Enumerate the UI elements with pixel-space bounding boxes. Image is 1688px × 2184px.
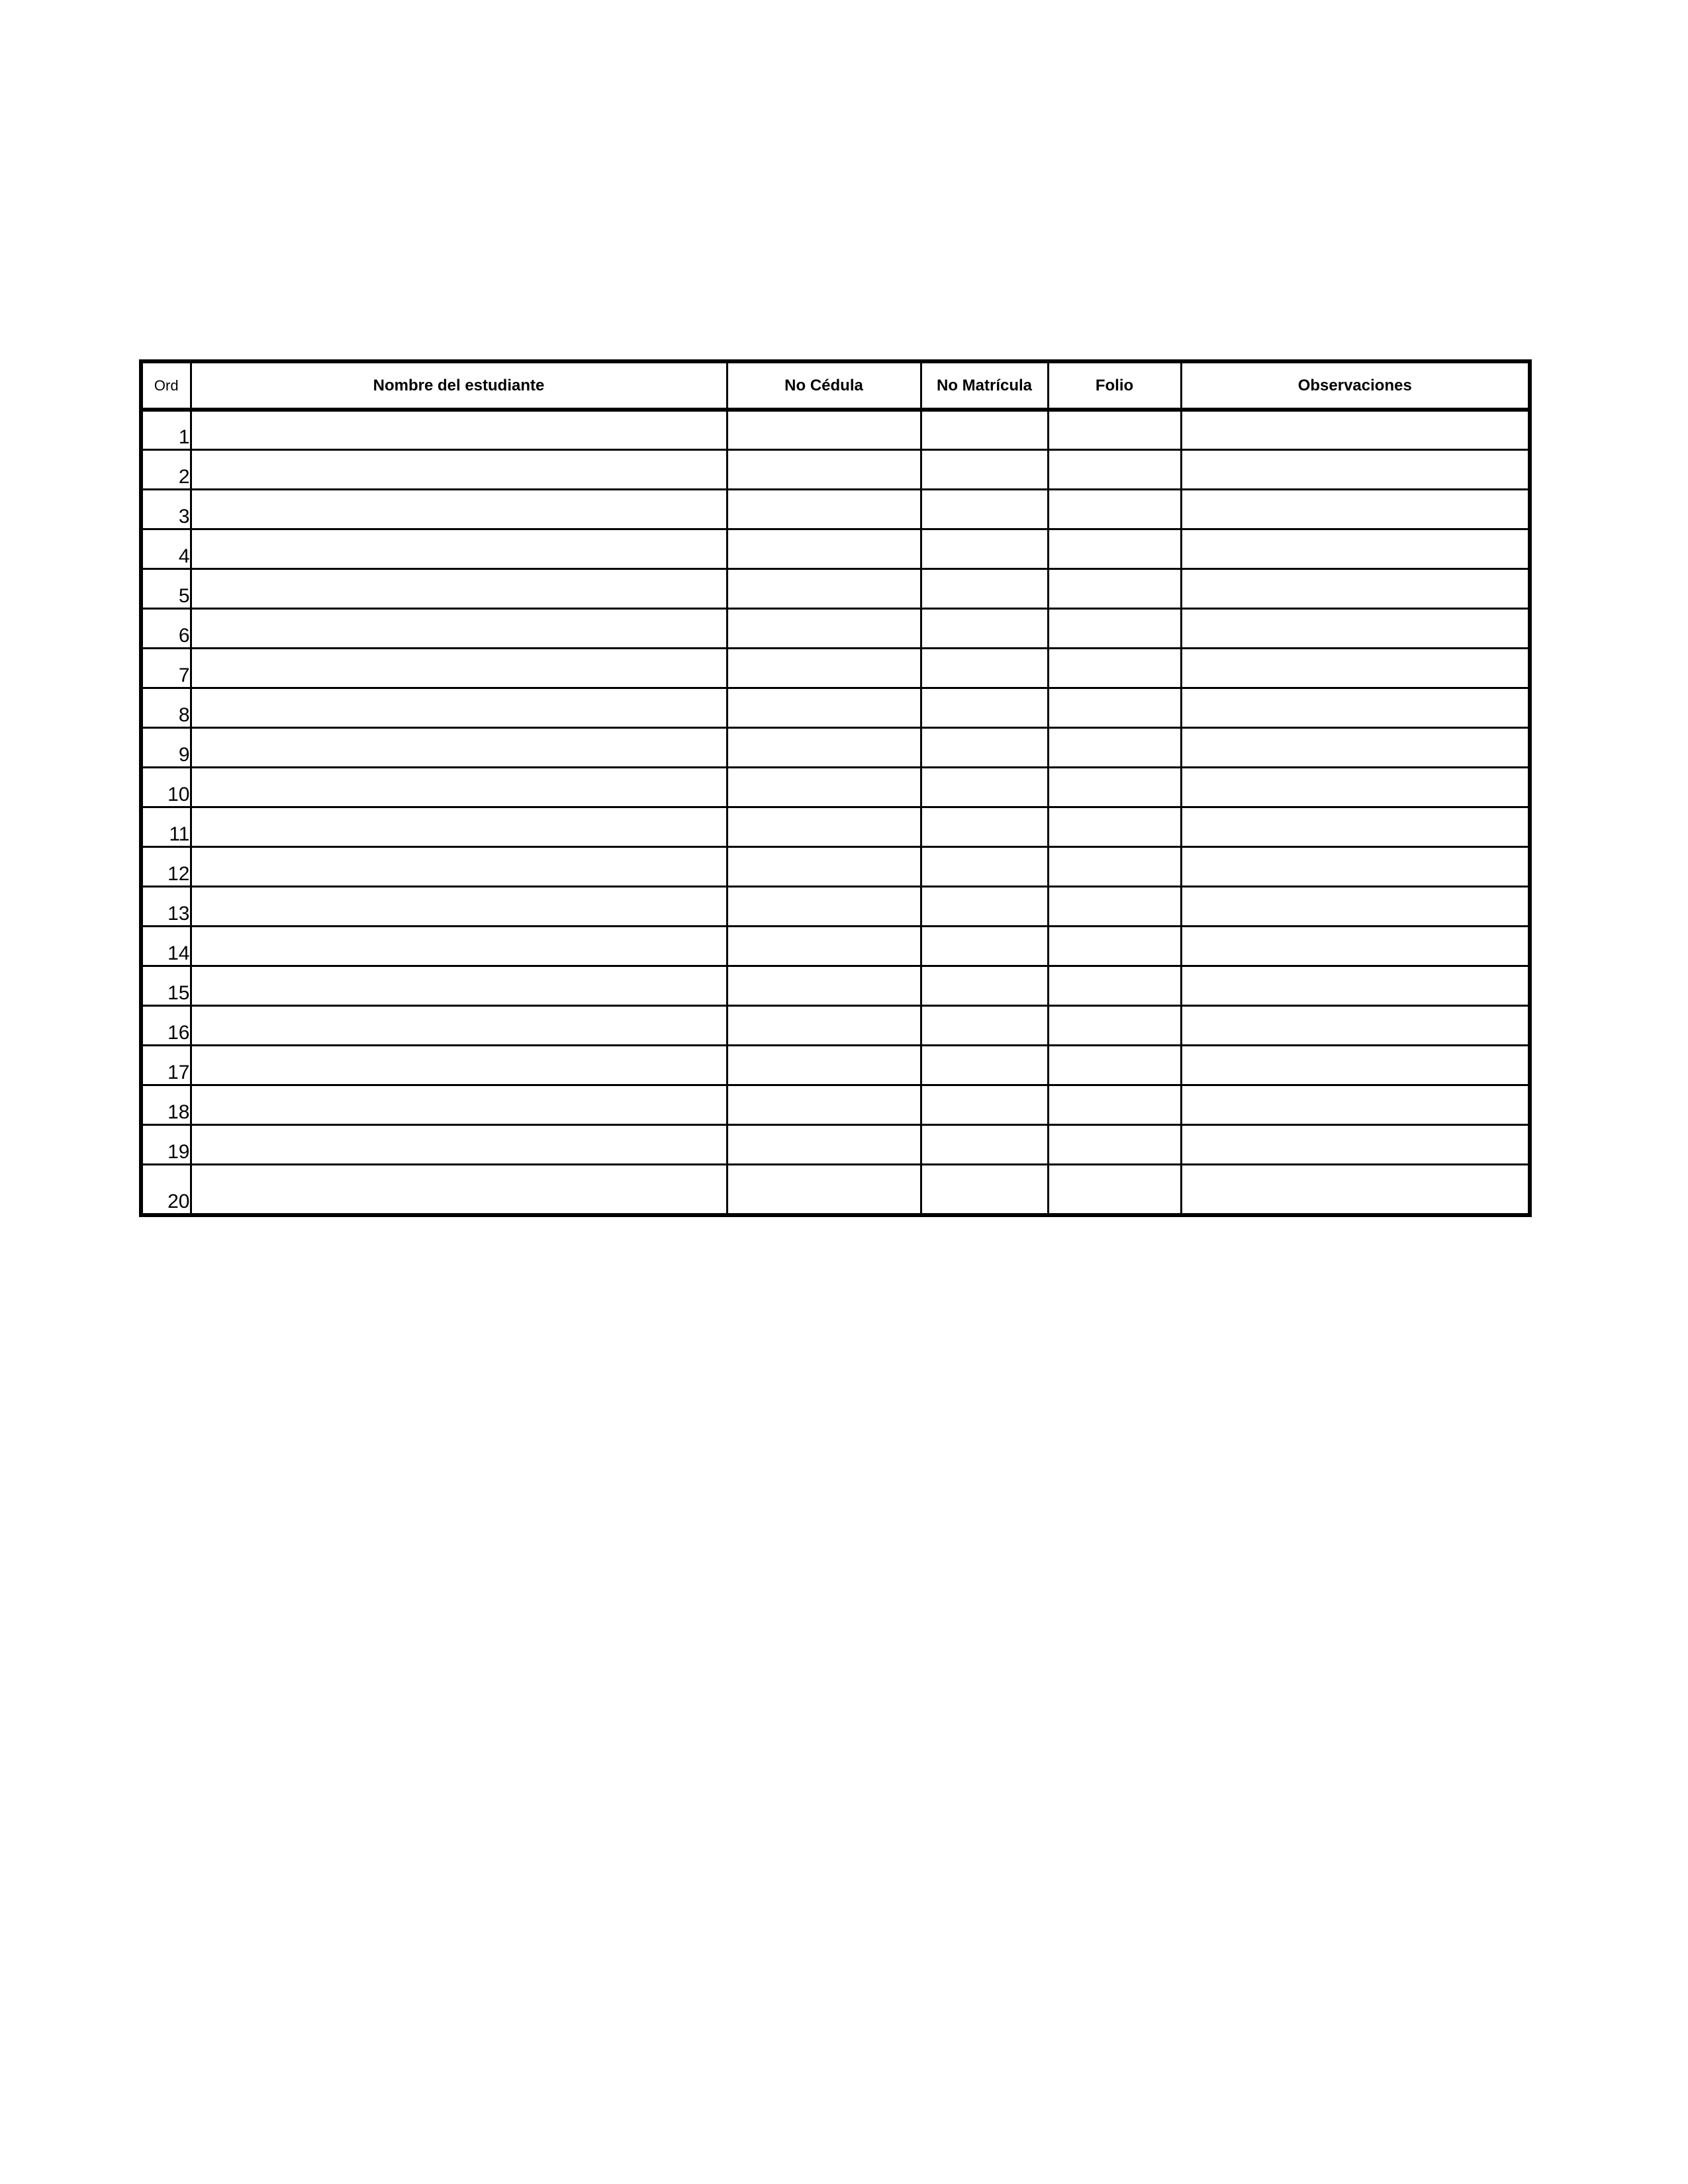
- observaciones-cell[interactable]: [1181, 886, 1528, 926]
- nombre-cell[interactable]: [191, 807, 727, 846]
- row-number: 13: [143, 886, 191, 926]
- cedula-cell[interactable]: [727, 1164, 921, 1213]
- row-number: 8: [143, 688, 191, 727]
- cedula-cell[interactable]: [727, 449, 921, 489]
- cedula-cell[interactable]: [727, 569, 921, 608]
- folio-cell[interactable]: [1048, 1005, 1181, 1045]
- header-observaciones: Observaciones: [1181, 363, 1528, 410]
- folio-cell[interactable]: [1048, 1124, 1181, 1164]
- matricula-cell[interactable]: [921, 767, 1048, 807]
- header-matricula: No Matrícula: [921, 363, 1048, 410]
- observaciones-cell[interactable]: [1181, 648, 1528, 688]
- observaciones-cell[interactable]: [1181, 529, 1528, 569]
- roster-body: [143, 410, 1528, 1213]
- table-row: [143, 846, 1528, 886]
- matricula-cell[interactable]: [921, 1164, 1048, 1213]
- cedula-cell[interactable]: [727, 767, 921, 807]
- nombre-cell[interactable]: [191, 886, 727, 926]
- folio-cell[interactable]: [1048, 1085, 1181, 1124]
- matricula-cell[interactable]: [921, 807, 1048, 846]
- observaciones-cell[interactable]: [1181, 926, 1528, 966]
- observaciones-cell[interactable]: [1181, 1164, 1528, 1213]
- folio-cell[interactable]: [1048, 1164, 1181, 1213]
- table-row: [143, 966, 1528, 1005]
- cedula-cell[interactable]: [727, 1085, 921, 1124]
- table-row: [143, 569, 1528, 608]
- cedula-cell[interactable]: [727, 529, 921, 569]
- cedula-cell[interactable]: [727, 966, 921, 1005]
- header-nombre: Nombre del estudiante: [191, 363, 727, 410]
- folio-cell[interactable]: [1048, 569, 1181, 608]
- nombre-cell[interactable]: [191, 688, 727, 727]
- observaciones-cell[interactable]: [1181, 608, 1528, 648]
- folio-cell[interactable]: [1048, 1045, 1181, 1085]
- nombre-cell[interactable]: [191, 1085, 727, 1124]
- header-cedula: No Cédula: [727, 363, 921, 410]
- header-folio: Folio: [1048, 363, 1181, 410]
- observaciones-cell[interactable]: [1181, 489, 1528, 529]
- observaciones-cell[interactable]: [1181, 966, 1528, 1005]
- nombre-cell[interactable]: [191, 1045, 727, 1085]
- nombre-cell[interactable]: [191, 569, 727, 608]
- row-number: 4: [143, 529, 191, 569]
- folio-cell[interactable]: [1048, 886, 1181, 926]
- matricula-cell[interactable]: [921, 449, 1048, 489]
- row-number: 20: [143, 1164, 191, 1213]
- row-number: 6: [143, 608, 191, 648]
- matricula-cell[interactable]: [921, 608, 1048, 648]
- observaciones-cell[interactable]: [1181, 807, 1528, 846]
- folio-cell[interactable]: [1048, 608, 1181, 648]
- nombre-cell[interactable]: [191, 410, 727, 449]
- row-number: 12: [143, 846, 191, 886]
- cedula-cell[interactable]: [727, 926, 921, 966]
- matricula-cell[interactable]: [921, 886, 1048, 926]
- matricula-cell[interactable]: [921, 1085, 1048, 1124]
- cedula-cell[interactable]: [727, 807, 921, 846]
- observaciones-cell[interactable]: [1181, 449, 1528, 489]
- header-ord: Ord: [143, 363, 191, 410]
- folio-cell[interactable]: [1048, 926, 1181, 966]
- table-row: [143, 926, 1528, 966]
- folio-cell[interactable]: [1048, 966, 1181, 1005]
- table-row: [143, 886, 1528, 926]
- matricula-cell[interactable]: [921, 569, 1048, 608]
- row-number: 7: [143, 648, 191, 688]
- nombre-cell[interactable]: [191, 648, 727, 688]
- nombre-cell[interactable]: [191, 727, 727, 767]
- table-row: [143, 767, 1528, 807]
- cedula-cell[interactable]: [727, 489, 921, 529]
- table-row: [143, 529, 1528, 569]
- folio-cell[interactable]: [1048, 529, 1181, 569]
- observaciones-cell[interactable]: [1181, 1124, 1528, 1164]
- table-row: [143, 410, 1528, 449]
- matricula-cell[interactable]: [921, 1005, 1048, 1045]
- cedula-cell[interactable]: [727, 410, 921, 449]
- observaciones-cell[interactable]: [1181, 1005, 1528, 1045]
- nombre-cell[interactable]: [191, 449, 727, 489]
- table-row: [143, 608, 1528, 648]
- table-row: [143, 648, 1528, 688]
- row-number: 5: [143, 569, 191, 608]
- folio-cell[interactable]: [1048, 807, 1181, 846]
- matricula-cell[interactable]: [921, 529, 1048, 569]
- observaciones-cell[interactable]: [1181, 767, 1528, 807]
- row-number: 19: [143, 1124, 191, 1164]
- matricula-cell[interactable]: [921, 1124, 1048, 1164]
- cedula-cell[interactable]: [727, 886, 921, 926]
- cedula-cell[interactable]: [727, 1124, 921, 1164]
- nombre-cell[interactable]: [191, 1164, 727, 1213]
- nombre-cell[interactable]: [191, 529, 727, 569]
- row-number: 10: [143, 767, 191, 807]
- cedula-cell[interactable]: [727, 1045, 921, 1085]
- folio-cell[interactable]: [1048, 449, 1181, 489]
- row-number: 9: [143, 727, 191, 767]
- matricula-cell[interactable]: [921, 966, 1048, 1005]
- student-roster-sheet: [139, 359, 1532, 1217]
- matricula-cell[interactable]: [921, 727, 1048, 767]
- observaciones-cell[interactable]: [1181, 410, 1528, 449]
- nombre-cell[interactable]: [191, 1005, 727, 1045]
- observaciones-cell[interactable]: [1181, 846, 1528, 886]
- observaciones-cell[interactable]: [1181, 1045, 1528, 1085]
- table-row: [143, 1005, 1528, 1045]
- cedula-cell[interactable]: [727, 1005, 921, 1045]
- observaciones-cell[interactable]: [1181, 727, 1528, 767]
- folio-cell[interactable]: [1048, 727, 1181, 767]
- matricula-cell[interactable]: [921, 688, 1048, 727]
- table-row: [143, 489, 1528, 529]
- observaciones-cell[interactable]: [1181, 569, 1528, 608]
- folio-cell[interactable]: [1048, 767, 1181, 807]
- nombre-cell[interactable]: [191, 608, 727, 648]
- table-row: [143, 807, 1528, 846]
- folio-cell[interactable]: [1048, 846, 1181, 886]
- nombre-cell[interactable]: [191, 966, 727, 1005]
- observaciones-cell[interactable]: [1181, 688, 1528, 727]
- matricula-cell[interactable]: [921, 489, 1048, 529]
- cedula-cell[interactable]: [727, 648, 921, 688]
- cedula-cell[interactable]: [727, 727, 921, 767]
- table-row: [143, 1045, 1528, 1085]
- row-number: 15: [143, 966, 191, 1005]
- table-row: [143, 727, 1528, 767]
- matricula-cell[interactable]: [921, 410, 1048, 449]
- row-number: 3: [143, 489, 191, 529]
- header-row: [143, 363, 1528, 410]
- student-roster-table: [143, 363, 1528, 1213]
- row-number: 11: [143, 807, 191, 846]
- table-row: [143, 449, 1528, 489]
- row-number: 14: [143, 926, 191, 966]
- table-row: [143, 1164, 1528, 1213]
- matricula-cell[interactable]: [921, 926, 1048, 966]
- row-number: 1: [143, 410, 191, 449]
- table-row: [143, 1124, 1528, 1164]
- folio-cell[interactable]: [1048, 648, 1181, 688]
- folio-cell[interactable]: [1048, 410, 1181, 449]
- nombre-cell[interactable]: [191, 926, 727, 966]
- matricula-cell[interactable]: [921, 846, 1048, 886]
- matricula-cell[interactable]: [921, 1045, 1048, 1085]
- row-number: 17: [143, 1045, 191, 1085]
- folio-cell[interactable]: [1048, 688, 1181, 727]
- folio-cell[interactable]: [1048, 489, 1181, 529]
- nombre-cell[interactable]: [191, 767, 727, 807]
- table-row: [143, 688, 1528, 727]
- row-number: 16: [143, 1005, 191, 1045]
- nombre-cell[interactable]: [191, 1124, 727, 1164]
- row-number: 18: [143, 1085, 191, 1124]
- cedula-cell[interactable]: [727, 688, 921, 727]
- nombre-cell[interactable]: [191, 489, 727, 529]
- nombre-cell[interactable]: [191, 846, 727, 886]
- cedula-cell[interactable]: [727, 846, 921, 886]
- cedula-cell[interactable]: [727, 608, 921, 648]
- matricula-cell[interactable]: [921, 648, 1048, 688]
- observaciones-cell[interactable]: [1181, 1085, 1528, 1124]
- table-row: [143, 1085, 1528, 1124]
- row-number: 2: [143, 449, 191, 489]
